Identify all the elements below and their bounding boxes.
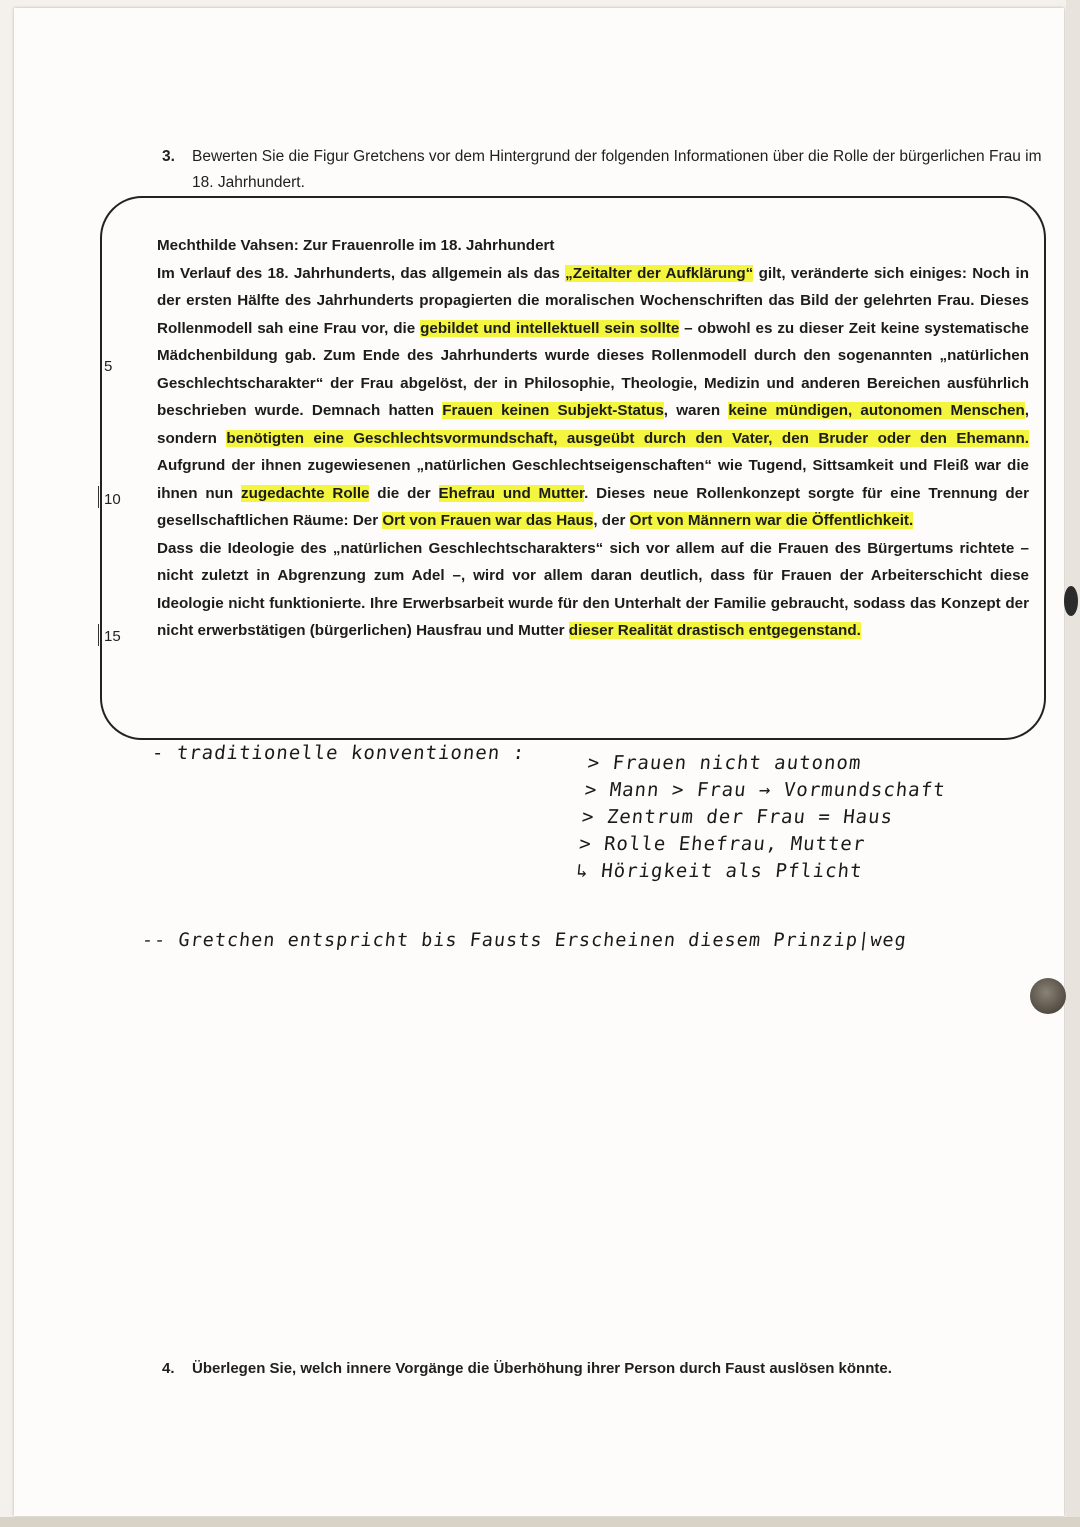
source-paragraph-2 [157,535,1029,645]
text-run: – obwohl es zu dieser Zeit keine systematische Mädchenbildung gab. Zum Ende des Jahrhunderts wurde dieses Rollenmodell durch den sogenannten „natürlichen Geschlechtscharakter“ der Frau abgelöst, der in Philosophie, Theologie, Medizin und anderen Bereichen ausführlich beschrieben wurde. Demnach hatten [157,319,1029,419]
highlighted-text: Ort von Männern war die Öffentlichkeit. [629,512,914,529]
task-4-number: 4. [162,1360,175,1377]
text-run: Dass die Ideologie des „natürlichen Geschlechtscharakters“ sich vor allem auf die Frauen des Bürgertums richtete – nicht zuletzt in Abgrenzung zum Adel –, wird vor allem daran deutlich, dass für Frauen der Arbeiterschicht diese Ideologie nicht funktionierte. Ihre Erwerbsarbeit wurde für den Unterhalt der Familie gebraucht, sodass das Konzept der nicht erwerbstätigen (bürgerlichen) Hausfrau und Mutter [157,539,1029,639]
text-run: , sondern [157,402,1029,447]
note-item: > Mann > Frau → Vormundschaft [583,779,947,801]
text-run: Aufgrund der ihnen zugewiesenen „natürlichen Geschlechtseigenschaften“ wie Tugend, Sittsamkeit und Fleiß war die ihnen nun [157,457,1029,502]
highlighted-text: dieser Realität drastisch entgegenstand. [568,622,861,639]
line-number-5: 5 [104,358,113,375]
note-item: > Frauen nicht autonom [586,752,863,774]
text-run: , der [593,512,630,529]
punch-hole [1064,586,1078,616]
highlighted-text: keine mündigen, autonomen Menschen [728,402,1025,419]
margin-mark [98,624,99,646]
source-text [157,232,1029,645]
paper-edge-right [1066,0,1080,1527]
note-item: ↳ Hörigkeit als Pflicht [575,860,864,882]
text-run: die der [369,484,439,502]
note-item: > Rolle Ehefrau, Mutter [578,833,867,855]
punch-hole [1030,978,1066,1014]
task-4-text: Überlegen Sie, welch innere Vorgänge die Überhöhung ihrer Person durch Faust auslösen könnte. [192,1360,892,1377]
task-4 [162,1356,1042,1382]
note-list [575,750,950,885]
task-3-number: 3. [162,148,175,165]
note-gretchen: -- Gretchen entspricht bis Fausts Erscheinen diesem Prinzip|weg [140,930,908,951]
highlighted-text: Ort von Frauen war das Haus [382,512,594,529]
line-number-10: 10 [104,491,121,508]
text-run: Im Verlauf des 18. Jahrhunderts, das allgemein als das [157,264,566,282]
paper-edge-bottom [0,1517,1080,1527]
task-3 [162,144,1042,196]
source-paragraph-1 [157,260,1029,535]
highlighted-text: „Zeitalter der Aufklärung“ [565,264,754,282]
text-run: . Dieses neue Rollenkonzept sorgte für eine Trennung der gesellschaftlichen Räume: Der [157,484,1029,529]
task-3-text: Bewerten Sie die Figur Gretchens vor dem Hintergrund der folgenden Informationen über die Rolle der bürgerlichen Frau im 18. Jahrhundert. [192,148,1042,191]
highlighted-text: gebildet und intellektuell sein sollte [420,319,680,337]
note-item: > Zentrum der Frau = Haus [580,806,895,828]
text-run: gilt, veränderte sich einiges: Noch in der ersten Hälfte des Jahrhunderts propagierten die moralischen Wochenschriften das Bild der gelehrten Frau. Dieses Rollenmodell sah eine Frau vor, die [157,264,1029,337]
margin-mark [98,486,99,508]
highlighted-text: Frauen keinen Subjekt-Status [442,402,664,419]
note-heading: - traditionelle konventionen : [150,742,527,764]
source-title: Mechthilde Vahsen: Zur Frauenrolle im 18. Jahrhundert [157,237,555,254]
line-number-15: 15 [104,628,121,645]
highlighted-text: Ehefrau und Mutter [438,484,585,502]
highlighted-text: zugedachte Rolle [240,484,370,502]
text-run: , waren [663,402,729,419]
highlighted-text: benötigten eine Geschlechtsvormundschaft, ausgeübt durch den Vater, den Bruder oder den Ehemann. [226,429,1029,447]
